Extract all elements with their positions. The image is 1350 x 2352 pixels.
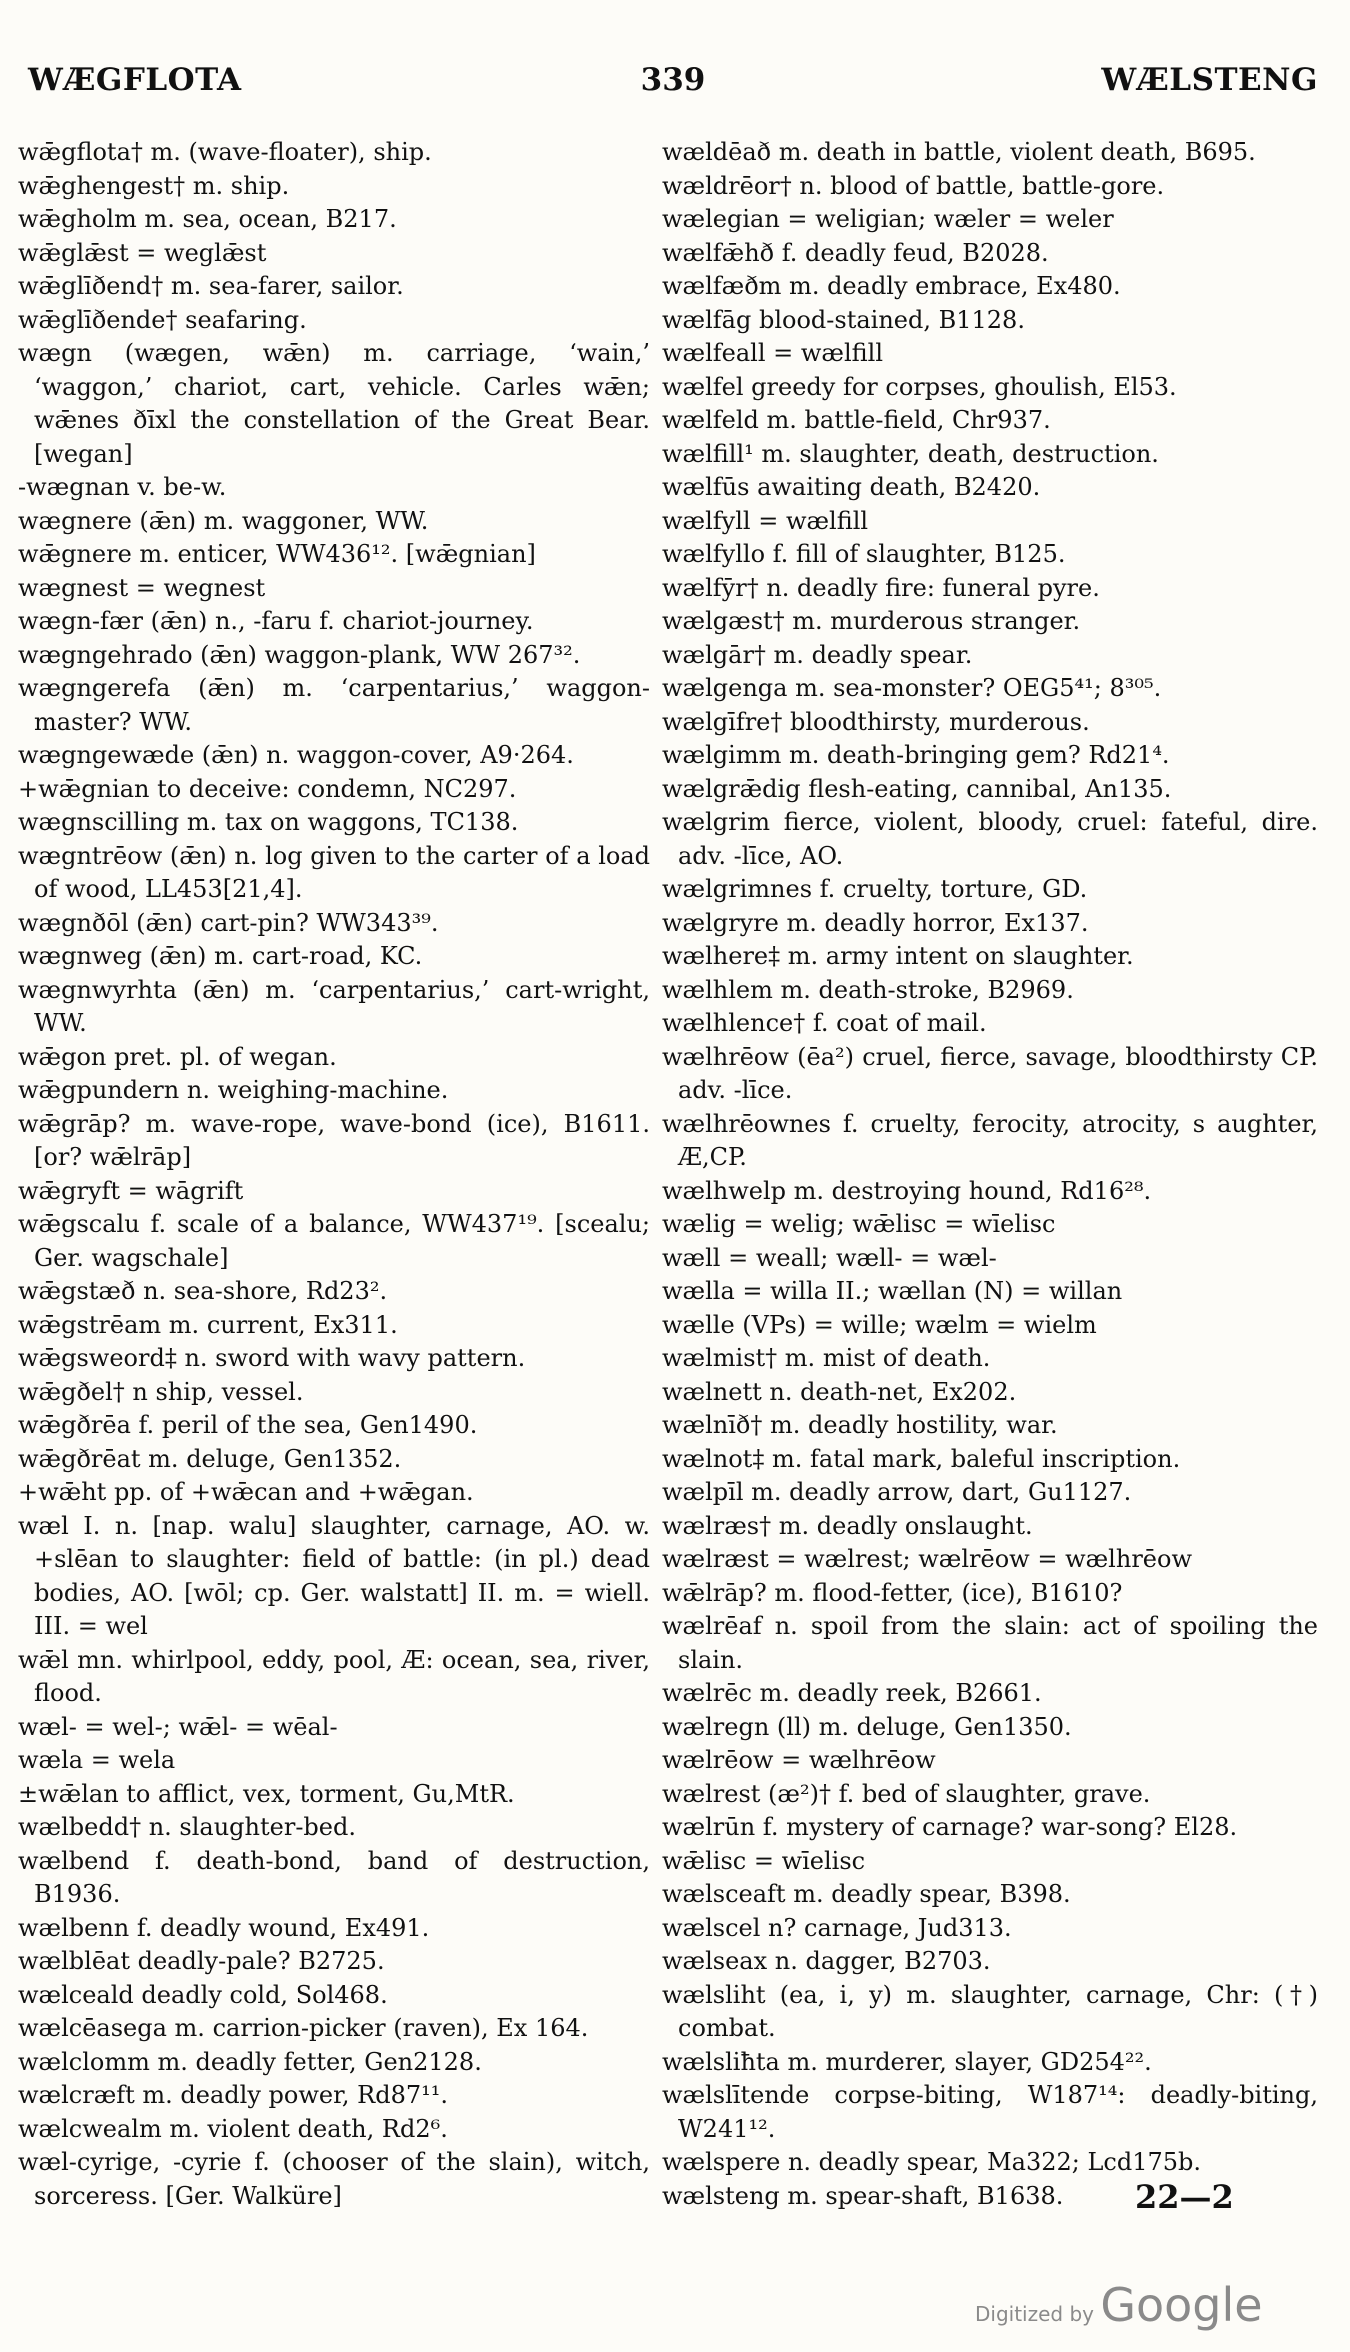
dictionary-entry: wælscel n? carnage, Jud313. — [662, 1913, 1012, 1942]
dictionary-entry: wægnweg (ǣn) m. cart-road, KC. — [18, 942, 423, 970]
dictionary-entry: wælblēat deadly-pale? B2725. — [18, 1947, 385, 1975]
dictionary-entry: wælfyll = wælfill — [662, 506, 869, 535]
dictionary-entry: wælpīl m. deadly arrow, dart, Gu1127. — [662, 1478, 1132, 1506]
signature-mark: 22—2 — [1135, 2178, 1234, 2216]
dictionary-entry: wælræst = wælrest; wælrēow = wælhrēow — [662, 1545, 1192, 1573]
dictionary-entry: wægn-fær (ǣn) n., -faru f. chariot-journey. — [18, 607, 534, 635]
dictionary-entry: wæl I. n. [nap. walu] slaughter, carnage, AO. w. +slēan to slaughter: field of battle: (in pl.) dead bodies, AO. [wōl; cp. Ger. walstatt] II. m. = wiell. III. = wel — [18, 1511, 650, 1640]
dictionary-entry: wǣgholm m. sea, ocean, B217. — [18, 205, 397, 233]
dictionary-entry: wælseax n. dagger, B2703. — [662, 1947, 991, 1975]
dictionary-entry: wægngewæde (ǣn) n. waggon-cover, A9·264. — [18, 741, 574, 769]
dictionary-entry: wælbenn f. deadly wound, Ex491. — [18, 1913, 430, 1942]
dictionary-entry: wældrēor† n. blood of battle, battle-gore. — [662, 171, 1165, 200]
dictionary-entry: wæla = wela — [18, 1746, 176, 1774]
dictionary-entry: wælbedd† n. slaughter-bed. — [18, 1813, 356, 1841]
dictionary-entry: wælcwealm m. violent death, Rd2⁶. — [18, 2114, 448, 2143]
dictionary-entry: wælig = welig; wǣlisc = wīelisc — [662, 1210, 1056, 1238]
dictionary-entry: wælregn (ll) m. deluge, Gen1350. — [662, 1712, 1072, 1741]
dictionary-entry: wælegian = weligian; wæler = weler — [662, 205, 1114, 233]
dictionary-entry: wælrūn f. mystery of carnage? war-song? El28. — [662, 1813, 1238, 1841]
dictionary-entry: wǣgðrēat m. deluge, Gen1352. — [18, 1444, 402, 1473]
dictionary-entry: wælnot‡ m. fatal mark, baleful inscription. — [662, 1444, 1181, 1473]
dictionary-entry: ±wǣlan to afflict, vex, torment, Gu,MtR. — [18, 1779, 515, 1808]
dictionary-entry: wælspere n. deadly spear, Ma322; Lcd175b. — [662, 2148, 1202, 2176]
dictionary-entry: wælhrēow (ēa²) cruel, fierce, savage, bloodthirsty CP. adv. -līce. — [662, 1042, 1318, 1104]
dictionary-entry: +wǣgnian to deceive: condemn, NC297. — [18, 774, 517, 803]
dictionary-entry: wælfǣhð f. deadly feud, B2028. — [662, 238, 1049, 267]
dictionary-entry: wægntrēow (ǣn) n. log given to the carter of a load of wood, LL453[21,4]. — [18, 841, 650, 903]
dictionary-entry: wæl- = wel-; wǣl- = wēal- — [18, 1712, 338, 1741]
dictionary-entry: wægnscilling m. tax on waggons, TC138. — [18, 808, 519, 836]
dictionary-entry: wælsliht (ea, i, y) m. slaughter, carnage, Chr: (†) combat. — [662, 1980, 1318, 2042]
dictionary-entry: wælfeld m. battle-field, Chr937. — [662, 406, 1051, 434]
dictionary-entry: wælsteng m. spear-shaft, B1638. — [662, 2181, 1064, 2210]
dictionary-entry: wǣgpundern n. weighing-machine. — [18, 1076, 449, 1104]
dictionary-entry: wælcræft m. deadly power, Rd87¹¹. — [18, 2081, 449, 2109]
dictionary-entry: wǣgsweord‡ n. sword with wavy pattern. — [18, 1344, 526, 1372]
dictionary-entry: wælgimm m. death-bringing gem? Rd21⁴. — [662, 741, 1170, 769]
dictionary-entry: wælnett n. death-net, Ex202. — [662, 1377, 1017, 1406]
dictionary-entry: wælrēc m. deadly reek, B2661. — [662, 1679, 1042, 1707]
dictionary-entry: wælrēow = wælhrēow — [662, 1746, 936, 1774]
dictionary-entry: wægngerefa (ǣn) m. ‘carpentarius,’ waggon-master? WW. — [18, 674, 650, 736]
dictionary-entry: wǣl mn. whirlpool, eddy, pool, Æ: ocean, sea, river, flood. — [18, 1645, 650, 1707]
watermark-prefix: Digitized by — [975, 2302, 1094, 2326]
dictionary-entry: wælsliħta m. murderer, slayer, GD254²². — [662, 2047, 1152, 2076]
dictionary-entry: wǣgstrēam m. current, Ex311. — [18, 1310, 398, 1339]
watermark-brand: Google — [1100, 2278, 1263, 2332]
dictionary-entry: wǣghengest† m. ship. — [18, 171, 290, 200]
dictionary-entry: wǣgstæð n. sea-shore, Rd23². — [18, 1277, 388, 1305]
dictionary-entry: wǣgrāp? m. wave-rope, wave-bond (ice), B1611. [or? wǣlrāp] — [18, 1109, 650, 1171]
dictionary-entry: wǣlrāp? m. flood-fetter, (ice), B1610? — [662, 1578, 1123, 1607]
dictionary-entry: wælla = willa II.; wællan (N) = willan — [662, 1277, 1123, 1305]
dictionary-entry: wælgrǣdig flesh-eating, cannibal, An135. — [662, 774, 1172, 803]
dictionary-entry: wælrēaf n. spoil from the slain: act of spoiling the slain. — [662, 1612, 1318, 1674]
dictionary-entry: wælgryre m. deadly horror, Ex137. — [662, 908, 1089, 937]
dictionary-entry: wælfel greedy for corpses, ghoulish, El53. — [662, 372, 1177, 401]
dictionary-entry: wælbend f. death-bond, band of destruction, B1936. — [18, 1846, 650, 1908]
dictionary-entry: wælhere‡ m. army intent on slaughter. — [662, 942, 1134, 970]
dictionary-entry: wælclomm m. deadly fetter, Gen2128. — [18, 2047, 482, 2076]
dictionary-entry: wældēað m. death in battle, violent death, B695. — [662, 138, 1256, 166]
dictionary-entry: wælræs† m. deadly onslaught. — [662, 1511, 1033, 1540]
dictionary-entry: wælfæðm m. deadly embrace, Ex480. — [662, 272, 1121, 300]
dictionary-entry: wælslītende corpse-biting, W187¹⁴: deadly-biting, W241¹². — [662, 2081, 1318, 2143]
page-number: 339 — [640, 62, 706, 98]
dictionary-entry: wælsceaft m. deadly spear, B398. — [662, 1880, 1071, 1908]
dictionary-entry: wælgīfre† bloodthirsty, murderous. — [662, 707, 1090, 736]
dictionary-entry: +wǣht pp. of +wǣcan and +wǣgan. — [18, 1478, 474, 1506]
dictionary-entry: wælhwelp m. destroying hound, Rd16²⁸. — [662, 1176, 1152, 1205]
dictionary-entry: wægn (wægen, wǣn) m. carriage, ‘wain,’ ‘waggon,’ chariot, cart, vehicle. Carles wǣn; wǣnes ðīxl the constellation of the Great Bear. [wegan] — [18, 339, 650, 468]
dictionary-entry: wælfyllo f. fill of slaughter, B125. — [662, 540, 1066, 568]
dictionary-entry: wǣgðrēa f. peril of the sea, Gen1490. — [18, 1411, 478, 1439]
dictionary-entry: wæl-cyrige, -cyrie f. (chooser of the slain), witch, sorceress. [Ger. Walküre] — [18, 2148, 650, 2210]
dictionary-entry: wælgæst† m. murderous stranger. — [662, 607, 1081, 635]
dictionary-entry: wǣgnere m. enticer, WW436¹². [wǣgnian] — [18, 540, 536, 568]
dictionary-entry: wægngehrado (ǣn) waggon-plank, WW 267³². — [18, 640, 581, 669]
dictionary-entry: wælrest (æ²)† f. bed of slaughter, grave. — [662, 1779, 1151, 1808]
running-header — [28, 62, 1318, 102]
dictionary-entry: -wægnan v. be-w. — [18, 473, 227, 501]
dictionary-entry: wǣgflota† m. (wave-floater), ship. — [18, 138, 432, 166]
dictionary-entry: wǣglīðend† m. sea-farer, sailor. — [18, 272, 404, 300]
header-right-guideword: WÆLSTENG — [1101, 62, 1318, 98]
dictionary-entry: wǣglǣst = weglǣst — [18, 238, 267, 267]
dictionary-entry: wægnðōl (ǣn) cart-pin? WW343³⁹. — [18, 908, 439, 937]
dictionary-entry: wǣglīðende† seafaring. — [18, 305, 307, 334]
dictionary-entry: wæll = weall; wæll- = wæl- — [662, 1243, 997, 1272]
dictionary-entry: wælgrim fierce, violent, bloody, cruel: fateful, dire. adv. -līce, AO. — [662, 808, 1318, 870]
dictionary-entry: wælhlem m. death-stroke, B2969. — [662, 975, 1074, 1004]
dictionary-entry: wælcēasega m. carrion-picker (raven), Ex 164. — [18, 2014, 589, 2042]
dictionary-entry: wǣgscalu f. scale of a balance, WW437¹⁹. [scealu; Ger. wagschale] — [18, 1210, 650, 1272]
dictionary-entry: wǣlisc = wīelisc — [662, 1846, 866, 1875]
dictionary-entry: wǣgðel† n ship, vessel. — [18, 1377, 304, 1406]
right-column — [662, 136, 1318, 2213]
dictionary-entry: wægnwyrhta (ǣn) m. ‘carpentarius,’ cart-wright, WW. — [18, 975, 650, 1037]
digitized-by-google-watermark — [975, 2278, 1263, 2332]
dictionary-entry: wælhlence† f. coat of mail. — [662, 1009, 987, 1037]
dictionary-entry: wægnest = wegnest — [18, 573, 266, 602]
dictionary-entry: wælfȳr† n. deadly fire: funeral pyre. — [662, 573, 1100, 602]
dictionary-entry: wælnīð† m. deadly hostility, war. — [662, 1411, 1058, 1439]
header-left-guideword: WÆGFLOTA — [28, 62, 242, 98]
dictionary-entry: wælgār† m. deadly spear. — [662, 640, 973, 669]
left-column — [18, 136, 650, 2213]
dictionary-entry: wǣgon pret. pl. of wegan. — [18, 1042, 337, 1071]
dictionary-entry: wælfūs awaiting death, B2420. — [662, 473, 1041, 501]
dictionary-entry: wælgenga m. sea-monster? OEG5⁴¹; 8³⁰⁵. — [662, 674, 1162, 702]
dictionary-entry: wǣgryft = wāgrift — [18, 1176, 244, 1205]
dictionary-entry: wælgrimnes f. cruelty, torture, GD. — [662, 875, 1088, 903]
dictionary-entry: wælhrēownes f. cruelty, ferocity, atrocity, s aughter, Æ,CP. — [662, 1109, 1318, 1171]
dictionary-entry: wægnere (ǣn) m. waggoner, WW. — [18, 506, 429, 535]
dictionary-entry: wælmist† m. mist of death. — [662, 1344, 991, 1372]
dictionary-entry: wælfāg blood-stained, B1128. — [662, 305, 1025, 334]
dictionary-entry: wælfill¹ m. slaughter, death, destruction. — [662, 439, 1159, 468]
dictionary-entry: wælceald deadly cold, Sol468. — [18, 1980, 388, 2009]
dictionary-entry: wælfeall = wælfill — [662, 339, 884, 367]
dictionary-entry: wælle (VPs) = wille; wælm = wielm — [662, 1310, 1097, 1339]
